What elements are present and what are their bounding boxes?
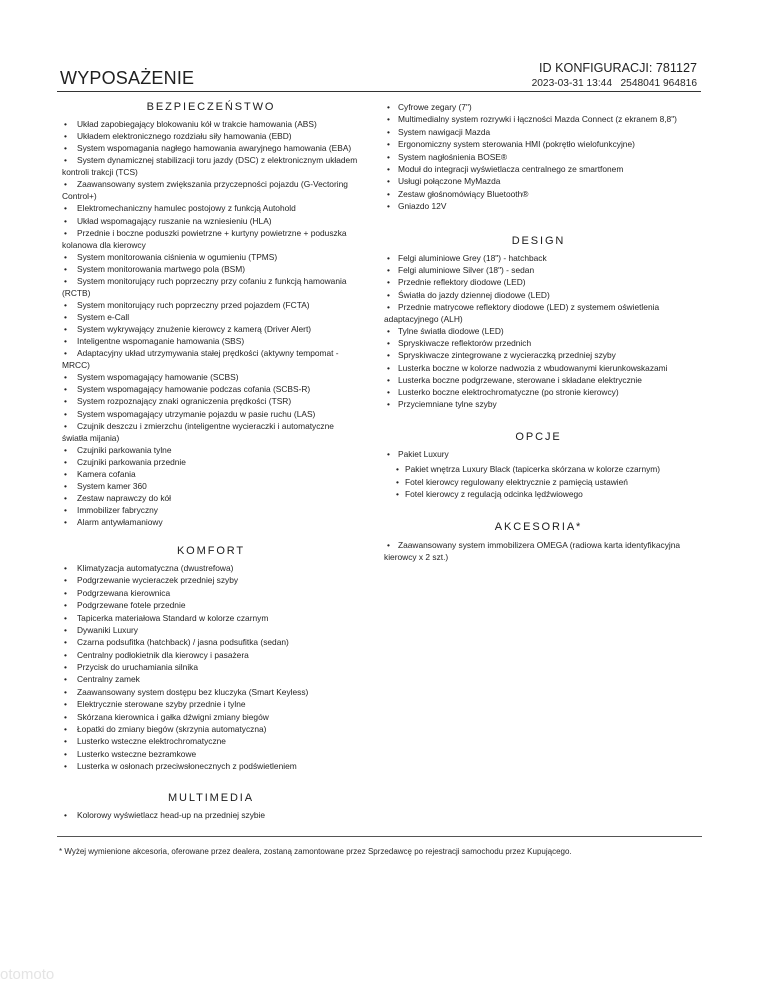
list-item [62, 142, 360, 154]
list-item [62, 599, 360, 611]
document-title: WYPOSAŻENIE [60, 68, 195, 88]
list-item [384, 386, 693, 398]
list-item-text: Układem elektronicznego rozdziału siły hamowania (EBD) [77, 131, 292, 142]
list-item-text: Immobilizer fabryczny [77, 505, 158, 515]
list-item [62, 562, 360, 574]
list-item-text: Inteligentne wspomaganie hamowania (SBS) [77, 336, 245, 347]
list-item-text: Spryskiwacze reflektorów przednich [398, 338, 532, 349]
list-item-text: Elektrycznie sterowane szyby przednie i tylne [77, 699, 246, 710]
list-item-text: Fotel kierowcy z regulacją odcinka lędźwiowego [405, 489, 583, 500]
list-item [384, 175, 693, 187]
list-item-text: Kamera cofania [77, 468, 136, 479]
section-heading-options: OPCJE [515, 431, 562, 443]
list-item [62, 723, 360, 735]
list-item [62, 395, 360, 407]
list-item-text: Klimatyzacja automatyczna (dwustrefowa) [77, 563, 234, 573]
footnote-divider [57, 836, 702, 837]
list-item-text: Adaptacyjny układ utrzymywania stałej prędkości (aktywny tempomat - MRCC) [62, 348, 339, 371]
list-item-text: Multimedialny system rozrywki i łączności Mazda Connect (z ekranem 8,8") [398, 114, 677, 125]
list-item [62, 323, 360, 335]
list-item-text: Cyfrowe zegary (7") [398, 102, 472, 112]
list-item [384, 289, 693, 301]
list-item [62, 686, 360, 698]
list-item-text: System rozpoznający znaki ograniczenia prędkości (TSR) [77, 396, 292, 407]
list-item [384, 200, 693, 212]
list-item-text: Światła do jazdy dziennej diodowe (LED) [398, 289, 550, 300]
list-item [384, 276, 693, 288]
list-item [62, 371, 360, 383]
list-item [384, 301, 693, 325]
list-item-text: Czujniki parkowania tylne [77, 444, 172, 455]
list-item-text: Felgi aluminiowe Silver (18") - sedan [398, 265, 535, 276]
sub-list-item [392, 463, 693, 475]
list-item-text: Felgi aluminiowe Grey (18") - hatchback [398, 253, 547, 263]
multimedia-list-right [384, 101, 693, 213]
list-item [62, 202, 360, 214]
list-item-text: Fotel kierowcy regulowany elektrycznie z pamięcią ustawień [405, 476, 628, 487]
list-item [62, 624, 360, 636]
list-item [384, 113, 693, 125]
list-item [384, 374, 693, 386]
list-item [384, 398, 693, 410]
footnote: * Wyżej wymienione akcesoria, oferowane przez dealera, zostaną zamontowane przez Sprzedawcę po rejestracji samochodu przez Kupującego. [59, 847, 572, 856]
safety-list [62, 118, 360, 528]
list-item [62, 154, 360, 178]
list-item [384, 163, 693, 175]
configuration-timestamp: 2023-03-31 13:44 2548041 964816 [531, 78, 697, 89]
list-item-text: Czujniki parkowania przednie [77, 456, 186, 467]
list-item [384, 325, 693, 337]
section-heading-comfort: KOMFORT [176, 545, 246, 557]
list-item-text: System nagłośnienia BOSE® [398, 151, 508, 162]
list-item [384, 448, 693, 501]
list-item [62, 311, 360, 323]
list-item [62, 456, 360, 468]
list-item-text: Alarm antywłamaniowy [77, 517, 163, 528]
list-item [384, 126, 693, 138]
list-item-text: Przednie i boczne poduszki powietrzne + kurtyny powietrzne + poduszka kolanowa dla kierowcy [62, 227, 347, 250]
section-heading-design: DESIGN [511, 235, 566, 247]
list-item-text: Układ zapobiegający blokowaniu kół w trakcie hamowania (ABS) [77, 119, 317, 129]
section-heading-accessories: AKCESORIA* [494, 521, 583, 533]
list-item [62, 227, 360, 251]
list-item [62, 748, 360, 760]
accessories-list [384, 539, 693, 563]
list-item [384, 362, 693, 374]
list-item [62, 492, 360, 504]
list-item [62, 335, 360, 347]
list-item [62, 299, 360, 311]
list-item-text: Gniazdo 12V [398, 201, 447, 212]
list-item [62, 130, 360, 142]
list-item [62, 408, 360, 420]
list-item [384, 252, 693, 264]
list-item-text: System wspomagania nagłego hamowania awaryjnego hamowania (EBA) [77, 143, 352, 154]
list-item-text: System nawigacji Mazda [398, 126, 491, 137]
list-item [62, 649, 360, 661]
list-item [62, 504, 360, 516]
section-heading-safety: BEZPIECZEŃSTWO [146, 101, 276, 113]
list-item-text: Czujnik deszczu i zmierzchu (inteligentne wycieraczki i automatyczne światła mijania) [62, 420, 334, 443]
list-item [384, 138, 693, 150]
list-item-text: Moduł do integracji wyświetlacza centralnego ze smartfonem [398, 164, 624, 175]
list-item-text: Łopatki do zmiany biegów (skrzynia automatyczna) [77, 723, 267, 734]
list-item-text: Lusterko wsteczne bezramkowe [77, 748, 197, 759]
list-item [62, 673, 360, 685]
list-item-text: Przycisk do uruchamiania silnika [77, 662, 199, 672]
list-item-text: Centralny zamek [77, 674, 140, 685]
list-item [384, 101, 693, 113]
list-item-text: Lusterka boczne podgrzewane, sterowane i składane elektrycznie [398, 374, 642, 385]
list-item [62, 574, 360, 586]
list-item-text: Tapicerka materiałowa Standard w kolorze czarnym [77, 612, 269, 623]
list-item [62, 251, 360, 263]
list-item-text: Przednie matrycowe reflektory diodowe (LED) z systemem oświetlenia adaptacyjnego (ALH) [384, 301, 660, 324]
list-item-text: Elektromechaniczny hamulec postojowy z funkcją Autohold [77, 203, 296, 214]
list-item-text: Podgrzewane fotele przednie [77, 600, 186, 611]
list-item-text: System monitorowania ciśnienia w ogumieniu (TPMS) [77, 251, 278, 262]
list-item-text: Kolorowy wyświetlacz head-up na przedniej szybie [77, 810, 266, 820]
list-item-text: Lusterka w osłonach przeciwsłonecznych z podświetleniem [77, 761, 297, 771]
list-item-text: Układ wspomagający ruszanie na wzniesieniu (HLA) [77, 215, 272, 226]
list-item-text: System monitorujący ruch poprzeczny przed pojazdem (FCTA) [77, 299, 310, 310]
list-item [384, 264, 693, 276]
list-item-text: System monitorowania martwego pola (BSM) [77, 263, 246, 274]
multimedia-list-left [62, 809, 360, 821]
list-item-text: Zestaw głośnomówiący Bluetooth® [398, 188, 529, 199]
list-item-text: Czarna podsufitka (hatchback) / jasna podsufitka (sedan) [77, 637, 289, 648]
list-item-text: System e-Call [77, 312, 130, 322]
list-item-text: System wykrywający znużenie kierowcy z kamerą (Driver Alert) [77, 324, 312, 335]
list-item [62, 612, 360, 624]
list-item-text: System monitorujący ruch poprzeczny przy cofaniu z funkcją hamowania (RCTB) [62, 275, 347, 298]
list-item-text: Przednie reflektory diodowe (LED) [398, 277, 526, 288]
list-item [62, 711, 360, 723]
list-item [62, 698, 360, 710]
list-item-text: Przyciemniane tylne szyby [398, 399, 497, 410]
list-item [384, 337, 693, 349]
list-item [62, 480, 360, 492]
list-item [62, 383, 360, 395]
sub-list [392, 463, 693, 500]
list-item [62, 420, 360, 444]
list-item-text: System kamer 360 [77, 480, 147, 491]
list-item [62, 263, 360, 275]
list-item [384, 188, 693, 200]
list-item [62, 587, 360, 599]
list-item-text: Dywaniki Luxury [77, 624, 138, 635]
list-item [62, 760, 360, 772]
comfort-list [62, 562, 360, 772]
design-list [384, 252, 693, 410]
list-item-text: Ergonomiczny system sterowania HMI (pokrętło wielofunkcyjne) [398, 139, 635, 150]
list-item [384, 349, 693, 361]
list-item [384, 539, 693, 563]
list-item [62, 735, 360, 747]
sub-list-item [392, 488, 693, 500]
list-item-text: Zaawansowany system dostępu bez kluczyka (Smart Keyless) [77, 686, 309, 697]
options-list [384, 448, 693, 501]
list-item-text: Skórzana kierownica i gałka dźwigni zmiany biegów [77, 711, 269, 722]
list-item-text: Pakiet wnętrza Luxury Black (tapicerka skórzana w kolorze czarnym) [405, 464, 661, 475]
list-item-text: Usługi połączone MyMazda [398, 176, 501, 187]
list-item-text: Zaawansowany system zwiększania przyczepności pojazdu (G-Vectoring Control+) [62, 179, 348, 202]
list-item-text: Pakiet Luxury [398, 449, 449, 459]
list-item [62, 444, 360, 456]
list-item-text: System wspomagający hamowanie (SCBS) [77, 372, 239, 383]
list-item-text: System wspomagający utrzymanie pojazdu w pasie ruchu (LAS) [77, 408, 316, 419]
list-item-text: Centralny podłokietnik dla kierowcy i pasażera [77, 649, 249, 660]
list-item [62, 809, 360, 821]
list-item [62, 516, 360, 528]
list-item [62, 178, 360, 202]
watermark: otomoto [0, 966, 55, 983]
list-item-text: Lusterko boczne elektrochromatyczne (po stronie kierowcy) [398, 386, 619, 397]
header-divider [57, 91, 701, 92]
list-item-text: Tylne światła diodowe (LED) [398, 326, 504, 337]
list-item-text: Podgrzewana kierownica [77, 587, 171, 598]
list-item [62, 347, 360, 371]
list-item [62, 661, 360, 673]
list-item [62, 118, 360, 130]
list-item [384, 151, 693, 163]
list-item-text: Zestaw naprawczy do kół [77, 492, 172, 503]
list-item-text: System dynamicznej stabilizacji toru jazdy (DSC) z elektronicznym układem kontroli trakcji (TCS) [62, 155, 358, 178]
list-item [62, 215, 360, 227]
sub-list-item [392, 476, 693, 488]
list-item [62, 275, 360, 299]
list-item [62, 636, 360, 648]
list-item-text: System wspomagający hamowanie podczas cofania (SCBS-R) [77, 384, 311, 395]
list-item-text: Zaawansowany system immobilizera OMEGA (radiowa karta identyfikacyjna kierowcy x 2 szt.) [384, 540, 681, 563]
list-item-text: Podgrzewanie wycieraczek przedniej szyby [77, 575, 239, 586]
list-item-text: Lusterka boczne w kolorze nadwozia z wbudowanymi kierunkowskazami [398, 362, 668, 373]
list-item [62, 468, 360, 480]
list-item-text: Spryskiwacze zintegrowane z wycieraczką przedniej szyby [398, 350, 616, 361]
section-heading-multimedia: MULTIMEDIA [167, 792, 255, 804]
list-item-text: Lusterko wsteczne elektrochromatyczne [77, 736, 226, 747]
configuration-id: ID KONFIGURACJI: 781127 [539, 61, 697, 75]
